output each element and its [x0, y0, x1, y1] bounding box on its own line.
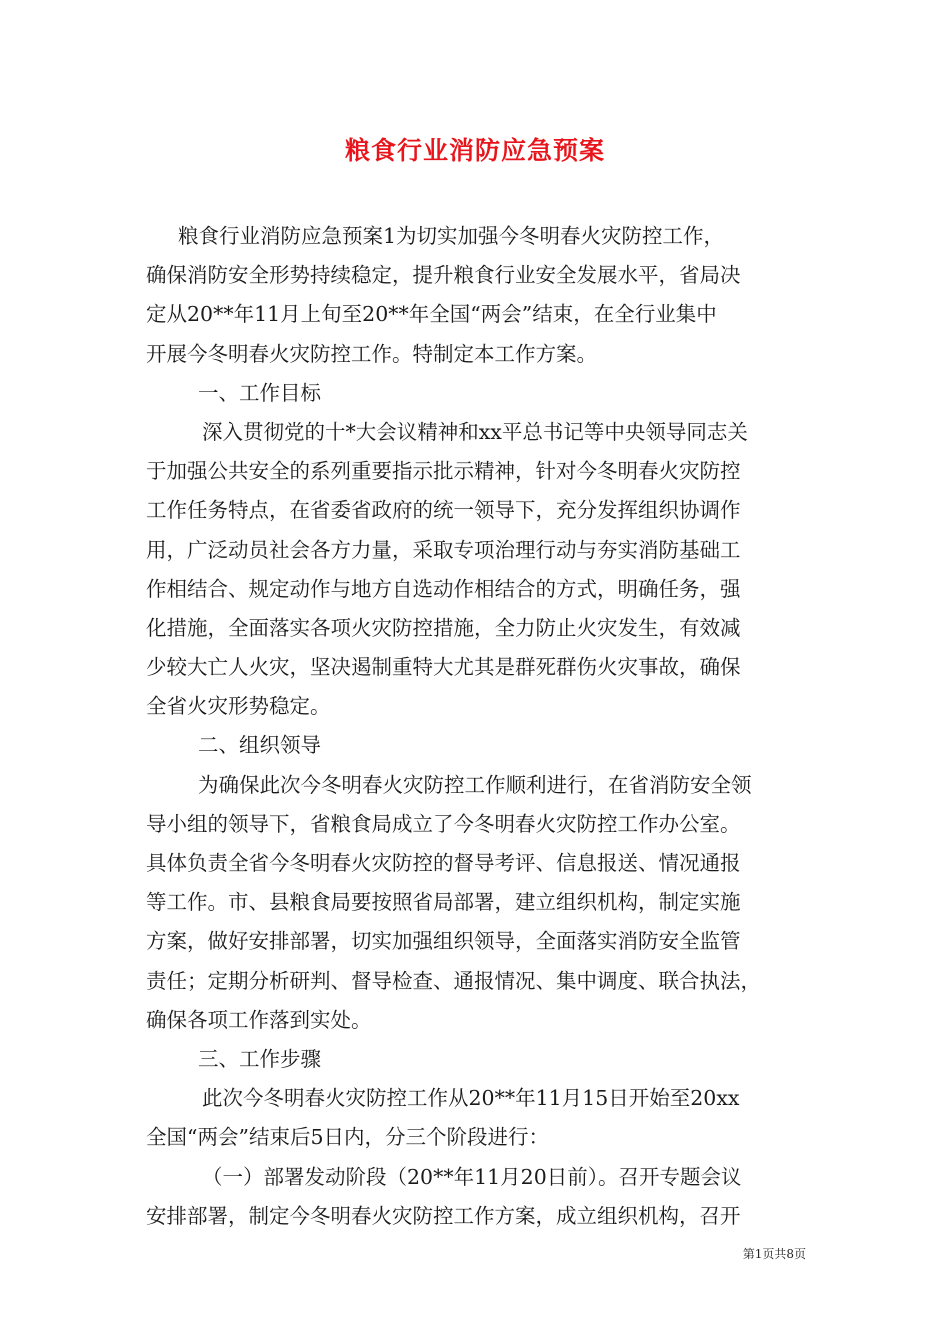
body-line: 确保各项工作落到实处。: [146, 1007, 372, 1032]
body-line: 化措施，全面落实各项火灾防控措施，全力防止火灾发生，有效减: [146, 615, 741, 640]
section-heading: 一、工作目标: [198, 380, 321, 405]
body-line: （一）部署发动阶段（20**年11月20日前）。召开专题会议: [202, 1164, 742, 1189]
body-line: 安排部署，制定今冬明春火灾防控工作方案，成立组织机构，召开: [146, 1203, 741, 1228]
body-line: 责任；定期分析研判、督导检查、通报情况、集中调度、联合执法，: [146, 968, 761, 993]
body-line: 少较大亡人火灾，坚决遏制重特大尤其是群死群伤火灾事故，确保: [146, 655, 741, 680]
body-line: 全省火灾形势稳定。: [146, 694, 331, 719]
body-line: 定从20**年11月上旬至20**年全国“两会”结束，在全行业集中: [146, 302, 717, 327]
page-number: 第1页共8页: [742, 1247, 806, 1261]
body-line: 方案，做好安排部署，切实加强组织领导，全面落实消防安全监管: [146, 929, 741, 954]
body-line: 导小组的领导下，省粮食局成立了今冬明春火灾防控工作办公室。: [146, 811, 741, 836]
section-heading: 三、工作步骤: [198, 1046, 321, 1071]
body-line: 为确保此次今冬明春火灾防控工作顺利进行，在省消防安全领: [198, 772, 752, 797]
body-line: 用，广泛动员社会各方力量，采取专项治理行动与夯实消防基础工: [146, 537, 741, 562]
body-line: 作相结合、规定动作与地方自选动作相结合的方式，明确任务，强: [146, 576, 741, 601]
body-line: 于加强公共安全的系列重要指示批示精神，针对今冬明春火灾防控: [146, 459, 741, 484]
body-line: 深入贯彻党的十*大会议精神和xx平总书记等中央领导同志关: [202, 419, 748, 444]
body-line: 工作任务特点，在省委省政府的统一领导下，充分发挥组织协调作: [146, 498, 741, 523]
section-heading: 二、组织领导: [198, 733, 321, 758]
body-line: 全国“两会”结束后5日内，分三个阶段进行：: [146, 1125, 550, 1150]
body-line: 粮食行业消防应急预案1为切实加强今冬明春火灾防控工作，: [178, 224, 725, 248]
body-line: 此次今冬明春火灾防控工作从20**年11月15日开始至20xx: [202, 1086, 740, 1111]
body-line: 开展今冬明春火灾防控工作。特制定本工作方案。: [146, 341, 597, 366]
body-line: 等工作。市、县粮食局要按照省局部署，建立组织机构，制定实施: [146, 890, 741, 915]
document-body: [146, 217, 810, 1236]
body-line: 确保消防安全形势持续稳定，提升粮食行业安全发展水平，省局决: [146, 263, 741, 288]
document-title: 粮食行业消防应急预案: [344, 136, 605, 165]
body-line: 具体负责全省今冬明春火灾防控的督导考评、信息报送、情况通报: [146, 851, 741, 875]
